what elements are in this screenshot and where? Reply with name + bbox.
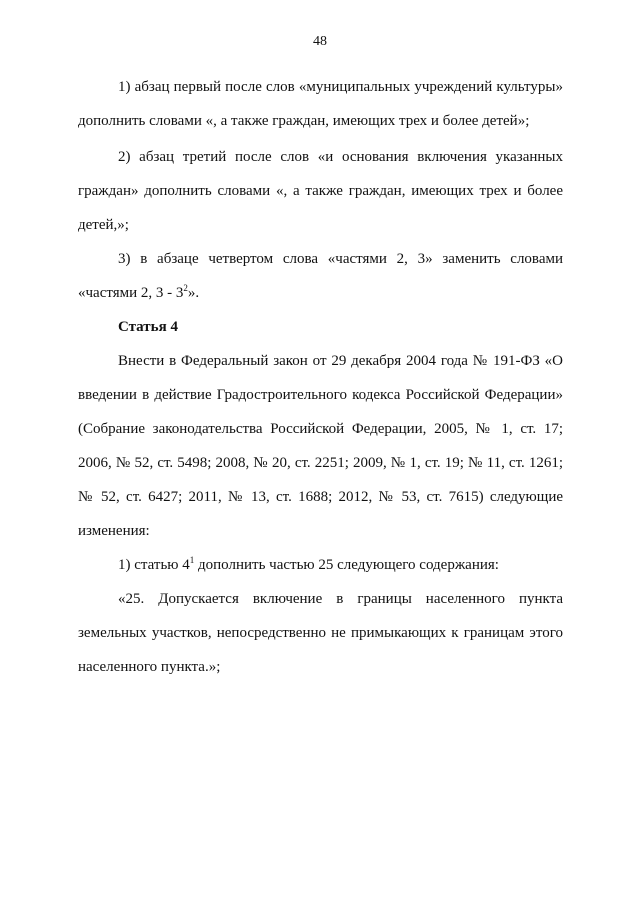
paragraph-article-4-item-1 <box>78 548 563 582</box>
item-1-superscript: 1 <box>189 555 195 565</box>
page-number: 48 <box>313 34 327 49</box>
item-1-text: 1) статью 4 <box>118 557 190 573</box>
item-1-end: дополнить частью 25 следующего содержания: <box>194 557 499 573</box>
paragraph-amendment-1: 1) абзац первый после слов «муниципальных учреждений культуры» дополнить словами «, а также граждан, имеющих трех и более детей»; <box>78 79 563 129</box>
amendment-3-superscript: 2 <box>183 283 188 293</box>
amendment-3-text: 3) в абзаце четвертом слова «частями 2, 3» заменить словами «частями 2, 3 - 3 <box>78 251 563 301</box>
article-heading: Статья 4 <box>118 319 178 335</box>
paragraph-amendment-3 <box>78 242 563 310</box>
paragraph-amendment-2: 2) абзац третий после слов «и основания включения указанных граждан» дополнить словами «, а также граждан, имеющих трех и более детей,»; <box>78 149 563 233</box>
amendment-3-end: ». <box>187 285 200 301</box>
document-body <box>78 70 563 684</box>
paragraph-part-25: «25. Допускается включение в границы населенного пункта земельных участков, непосредственно не примыкающих к границам этого населенного пункта.»; <box>78 591 563 675</box>
paragraph-article-4-intro: Внести в Федеральный закон от 29 декабря 2004 года № 191-ФЗ «О введении в действие Градостроительного кодекса Российской Федерации» (Собрание законодательства Российской Федерации, 2005, № 1, ст. 17; 2006, № 52, ст. 5498; 2008, № 20, ст. 2251; 2009, № 1, ст. 19; № 11, ст. 1261; № 52, ст. 6427; 2011, № 13, ст. 1688; 2012, № 53, ст. 7615) следующие изменения: <box>78 353 563 539</box>
